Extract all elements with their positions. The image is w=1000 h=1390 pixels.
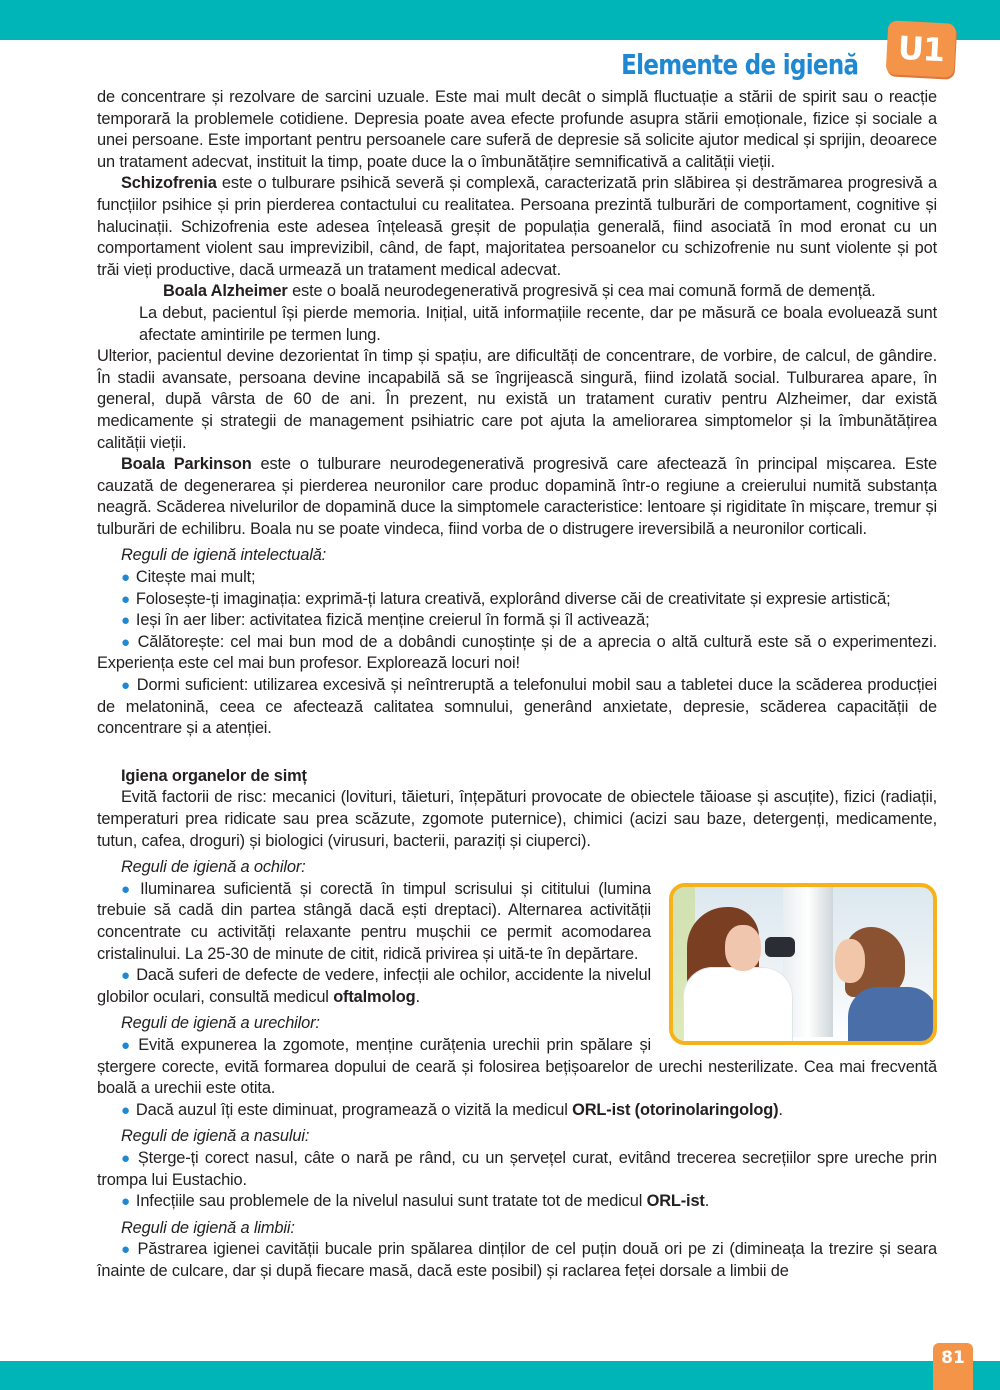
bullet-icon: ● [121,1149,132,1167]
punctuation: . [415,987,420,1006]
specialist-name: oftalmolog [333,987,416,1006]
list-item [97,589,937,611]
alzheimer-paragraph-rest: Ulterior, pacientul devine dezorientat în timp și spațiu, are dificultăți de concentrare, de vorbire, de calcul, de gândire. În stadii avansate, persoana devine incapabilă să se îngrijească singură, fiind izolată social. Tulburarea apare, în general, după vârsta de 60 de ani. În prezent, nu există un tratament curativ pentru Alzheimer, dar există medicamente și strategii de management psihiatric care pot ajuta la ameliorarea simptomelor și la îmbunătățirea calității vieții. [97,347,937,452]
intellectual-rules-heading: Reguli de igienă intelectuală: [121,546,327,565]
list-item [97,610,937,632]
specialist-name: ORL-ist [646,1192,705,1211]
tongue-rules-heading: Reguli de igienă a limbii: [121,1218,295,1237]
punctuation: . [778,1100,783,1119]
list-item [97,1239,937,1282]
alzheimer-term: Boala Alzheimer [163,282,288,301]
list-item [97,632,937,675]
list-item-text: Citește mai mult; [135,568,256,587]
patient-face [835,939,865,983]
parkinson-text: este o tulburare neurodegenerativă progresivă care afectează în principal mișcarea. Este cauzată de degenerarea și pierderea neuronilor care produc dopamină într-o regiune a creierului numită substanța neagră. Scăderea nivelurilor de dopamină duce la simptomele caracteristice: lentoare și rigiditate în mișcare, tremur și tulburări de echilibru. Boala nu se poate vindeca, fiind vorba de o distrugere ireversibilă a neuronilor corticali. [97,455,938,538]
bullet-icon: ● [121,569,130,587]
bullet-icon: ● [121,677,131,695]
alzheimer-text-first: este o boală neurodegenerativă progresivă și cea mai comună formă de demență. [287,282,876,301]
page-number: 81 [933,1343,973,1390]
bullet-icon: ● [121,590,130,608]
bullet-icon: ● [121,633,132,651]
page-content [97,87,937,1282]
nose-rules-heading: Reguli de igienă a nasului: [121,1127,310,1146]
schizophrenia-text: este o tulburare psihică severă și complexă, caracterizată prin slăbirea și destrămarea progresivă a funcțiilor psihice și prin pierderea contactului cu realitatea. Persoana prezintă tulburări de comportament, cognitive și halucinații. Schizofrenia este adesea înțeleasă greșit de populația generală, fiind asociată în mod eronat cu un comportament violent sau imprevizibil, când, de fapt, majoritatea persoanelor cu schizofrenie nu sunt violente și pot trăi vieți productive, dacă urmează un tratament medical adecvat. [97,174,937,279]
bullet-icon: ● [121,967,131,985]
parkinson-term: Boala Parkinson [121,455,252,474]
schizophrenia-term: Schizofrenia [121,174,217,193]
doctor-face [725,925,761,971]
alzheimer-paragraph-lead [97,281,937,303]
depression-paragraph: de concentrare și rezolvare de sarcini uzuale. Este mai mult decât o simplă fluctuație a stării de spirit sau o reacție temporară la problemele cotidiene. Depresia poate avea efecte profunde asupra stării emoționale, fizice și sociale a unei persoane. Este important pentru persoanele care suferă de depresie să solicite ajutor medical și sprijin, deoarece un tratament adecvat, instituit la timp, poate duce la o îmbunătățire semnificativă a calității vieții. [97,88,937,171]
list-item-text: Păstrarea igienei cavității bucale prin spălarea dinților de cel puțin două ori pe zi (dimineața la trezire și seara înainte de culcare, dar și după fiecare masă, dacă este posibil) și raclarea feței dorsale a limbii de [97,1240,937,1280]
top-color-band [0,0,1000,40]
eyes-rules-heading: Reguli de igienă a ochilor: [121,858,306,877]
punctuation: . [704,1192,710,1211]
list-item [97,675,937,740]
list-item [97,1100,937,1122]
list-item-text: Infecțiile sau problemele de la nivelul nasului sunt tratate tot de medicul [135,1192,647,1211]
schizophrenia-paragraph [97,173,937,281]
bottom-color-band [0,1361,1000,1390]
senses-intro: Evită factorii de risc: mecanici (lovituri, tăieturi, înțepături provocate de obiectele tăioase și ascuțite), fizici (radiații, temperaturi prea ridicate sau prea scăzute, zgomote puternice), chimici (acizi sau baze, detergenți, medicamente, tutun, cafea, droguri) și biologici (virusuri, bacterii, paraziți și ciuperci). [97,788,937,850]
list-item-text: Ieși în aer liber: activitatea fizică menține creierul în formă și îl activează; [135,611,650,630]
specialist-name: ORL-ist (otorinolaringolog) [572,1100,779,1119]
bullet-icon: ● [121,612,130,630]
bullet-icon: ● [121,880,135,898]
alzheimer-paragraph-indented: La debut, pacientul își pierde memoria. Inițial, uită informațiile recente, dar pe măsură ce boala evoluează sunt afectate amintirile pe termen lung. [139,303,937,344]
list-item-text: Dacă suferi de defecte de vedere, infecții ale ochilor, accidente la nivelul globilor oculari, consultă medicul [97,966,651,1006]
parkinson-paragraph [97,454,937,540]
doctor-coat [683,967,793,1045]
ophthalmology-photo [669,883,937,1045]
list-item-text: Călătorește: cel mai bun mod de a dobândi cunoștințe și de a aprecia o altă cultură este să o experimentezi. Experiența este cel mai bun profesor. Explorează locuri noi! [97,632,937,673]
list-item-text: Șterge-ți corect nasul, câte o nară pe rând, cu un șervețel curat, evitând trecerea secrețiilor spre ureche prin trompa lui Eustachio. [97,1148,937,1189]
bullet-icon: ● [121,1241,132,1259]
list-item-text: Dormi suficient: utilizarea excesivă și neîntreruptă a telefonului mobil sau a tabletei duce la scăderea producției de melatonină, ceea ce afectează calitatea somnului, generând anxietate, depresie, scăderea capacității de concentrare și a atenției. [97,676,937,738]
list-item-text: Folosește-ți imaginația: exprimă-ți latura creativă, explorând diverse căi de creativitate și expresie artistică; [135,589,891,608]
list-item [97,567,937,589]
ears-rules-heading: Reguli de igienă a urechilor: [121,1014,320,1033]
bullet-icon: ● [121,1101,130,1119]
chapter-title: Elemente de igienă [620,48,858,81]
list-item-text: Dacă auzul îți este diminuat, programează o vizită la medicul [135,1100,573,1119]
eyepiece [765,937,795,957]
list-item-text: Evită expunerea la zgomote, menține curățenia urechii prin spălare și ștergere corecte, evită formarea dopului de ceară și folosirea bețișoarelor de urechi nesterilizate. Cea mai frecventă boală a urechii este otita. [97,1035,937,1098]
senses-heading: Igiena organelor de simț [121,766,307,785]
bullet-icon: ● [121,1036,133,1054]
unit-badge: U1 [886,20,957,77]
list-item-text: Iluminarea suficientă și corectă în timpul scrisului și cititului (lumina trebuie să cadă din partea stângă dacă ești dreptaci). Alternarea activității concentrate cu activități relaxante pentru mușchii ce permit acomodarea cristalinului. La 25-30 de minute de citit, ridică privirea și uită-te în depărtare. [97,879,651,963]
list-item [97,1191,937,1213]
patient-top [848,987,937,1045]
bullet-icon: ● [121,1193,130,1211]
list-item [97,1148,937,1191]
